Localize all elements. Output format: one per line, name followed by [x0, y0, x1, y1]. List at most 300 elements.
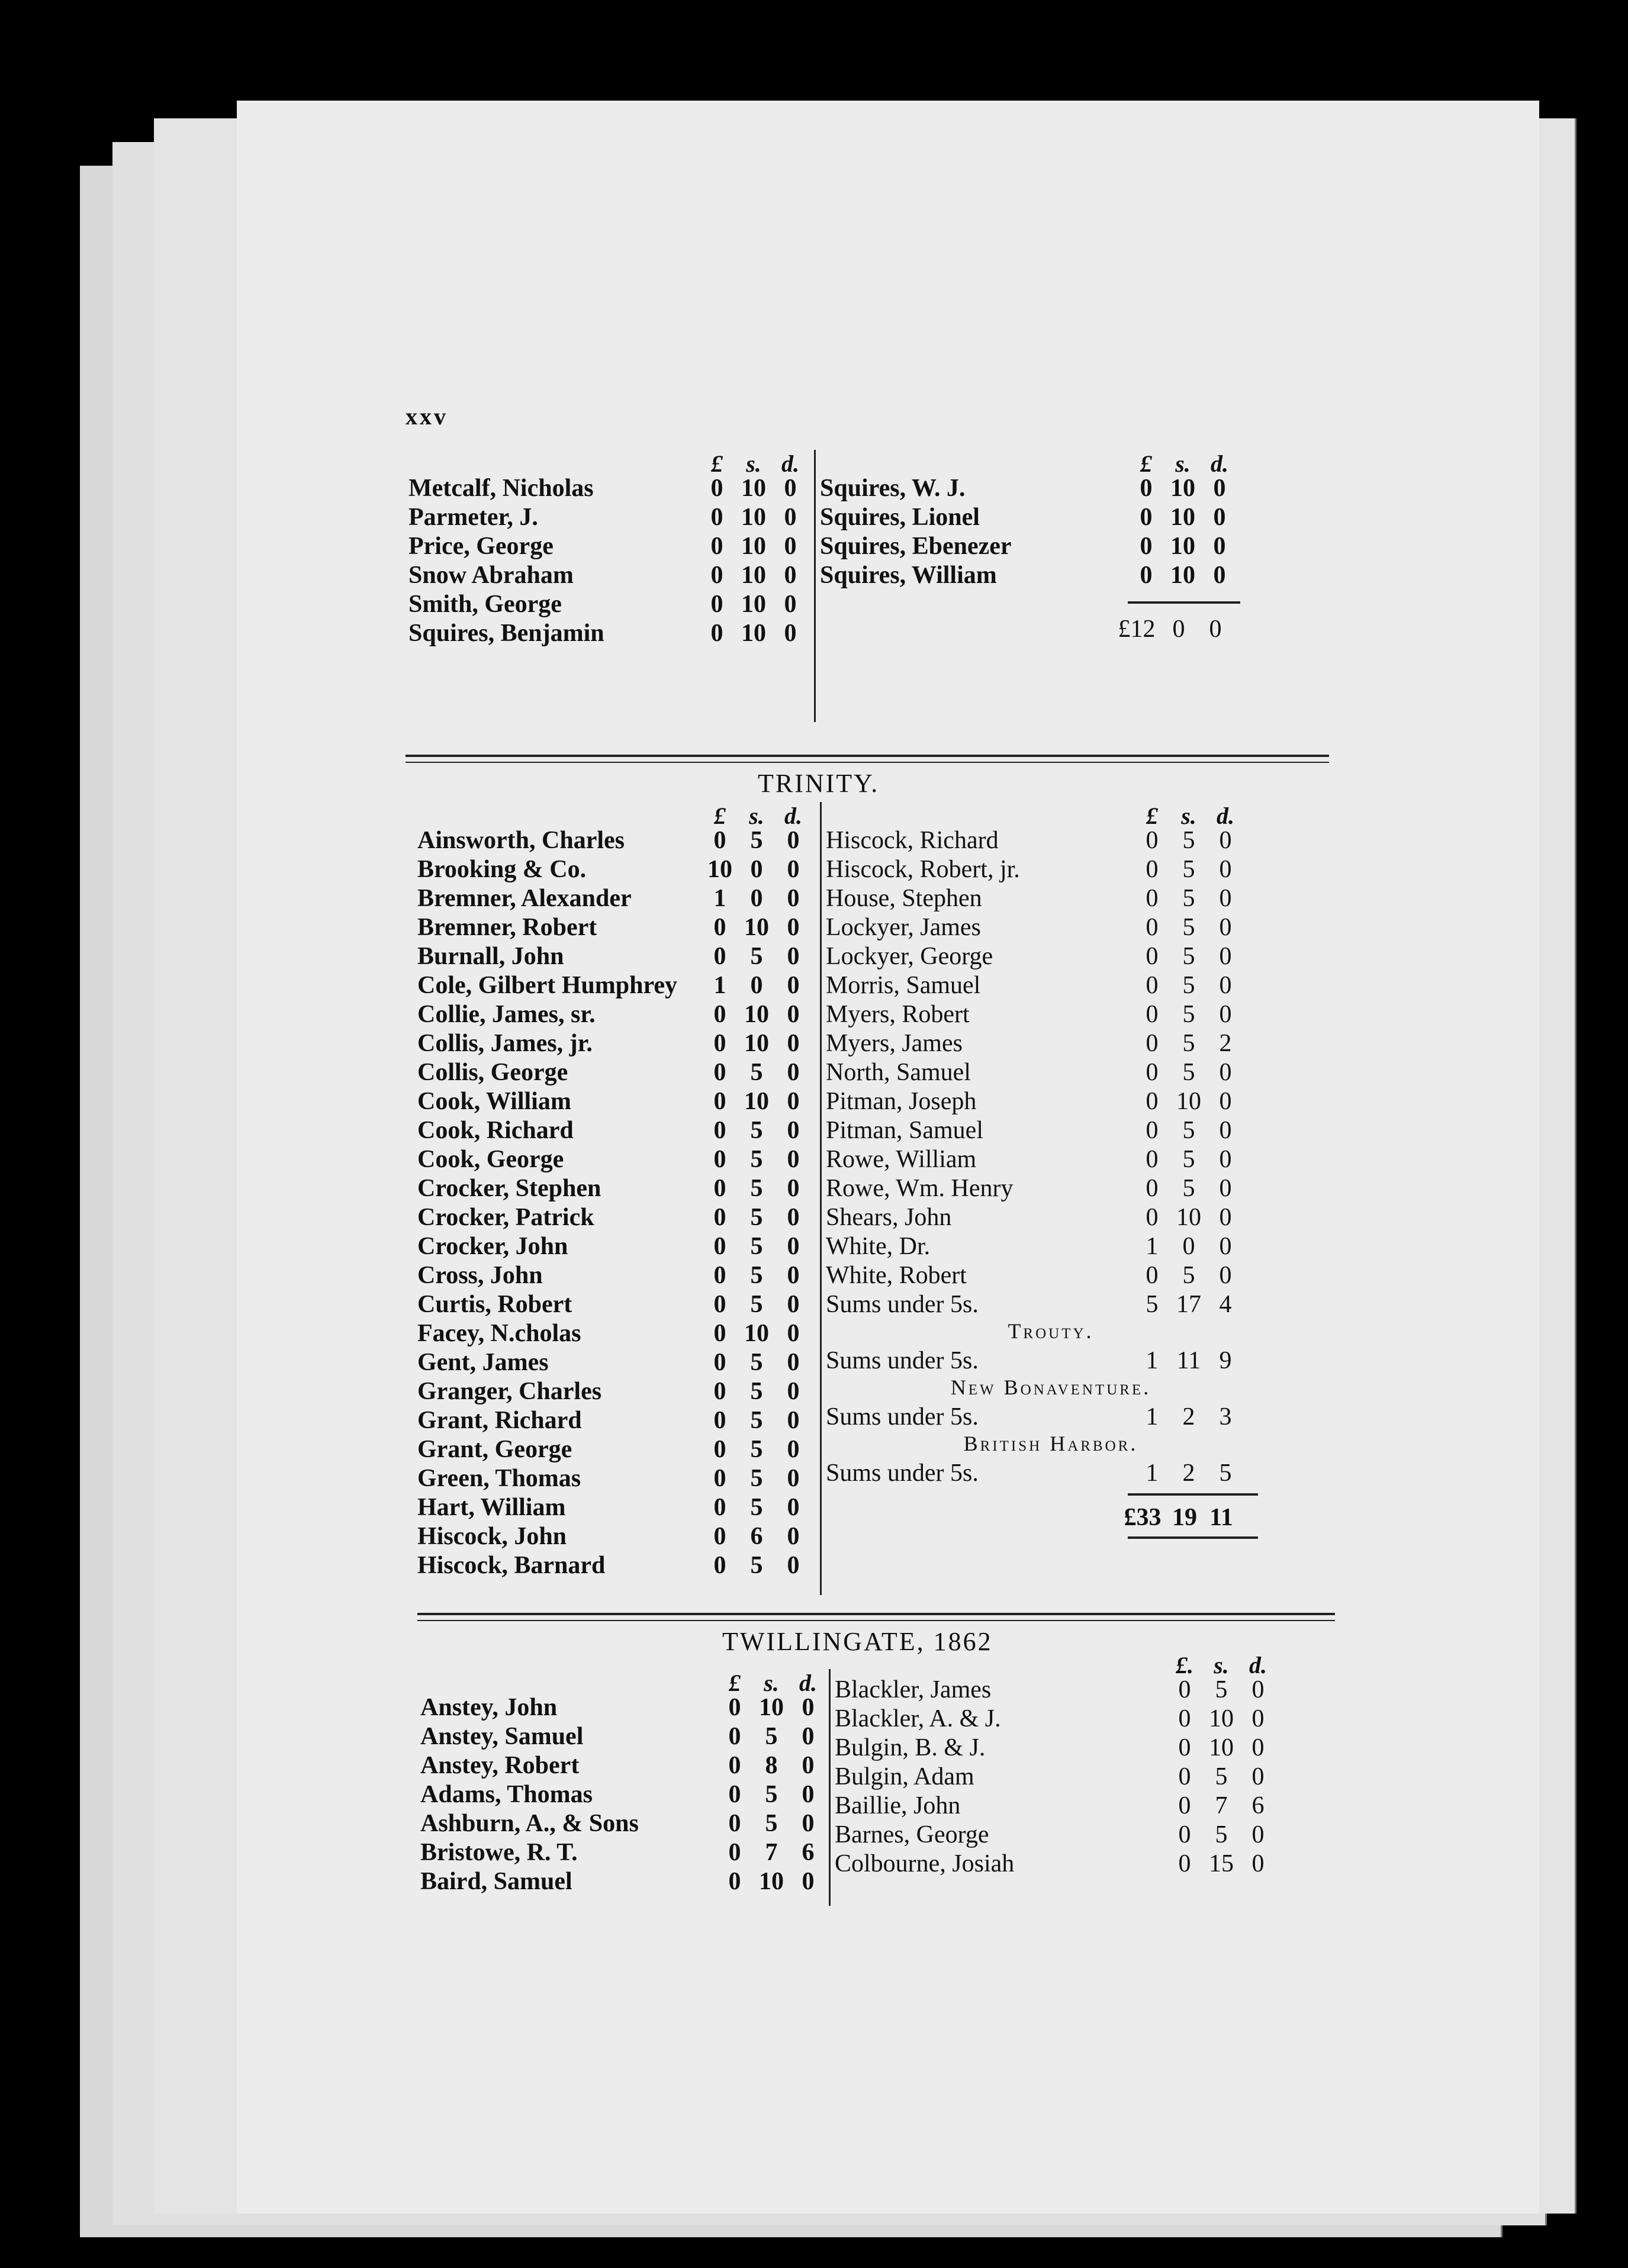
amount-pence: 2 [1219, 1029, 1232, 1057]
amount-pence: 0 [1219, 1232, 1232, 1260]
entry-row [420, 1867, 826, 1896]
amount-pounds: 0 [713, 1058, 726, 1086]
entry-name: House, Stephen [826, 884, 982, 912]
amount-pounds: 0 [1146, 971, 1159, 999]
amount-pence: 3 [1219, 1403, 1232, 1431]
entry-amount [702, 971, 812, 1000]
amount-pence: 0 [784, 619, 797, 647]
entry-amount [716, 1867, 826, 1896]
entry-name: Bristowe, R. T. [420, 1838, 578, 1866]
entry-row [420, 1722, 826, 1751]
amount-pence: 0 [787, 884, 800, 912]
entry-amount [699, 532, 809, 560]
page-number: xxv [406, 403, 448, 430]
entry-amount [716, 1693, 826, 1722]
amount-shillings: 5 [1182, 942, 1195, 970]
amount-pounds: 0 [728, 1722, 741, 1750]
entry-row [420, 1780, 826, 1809]
amount-pence: 0 [1219, 1116, 1232, 1144]
entry-name: Shears, John [826, 1203, 952, 1231]
entry-name: Adams, Thomas [420, 1780, 593, 1808]
amount-pounds: 0 [713, 1174, 726, 1202]
entry-name: Brooking & Co. [417, 855, 587, 883]
amount-shillings: 7 [1215, 1792, 1228, 1819]
amount-shillings: 10 [1170, 532, 1195, 560]
entry-amount [1166, 1734, 1276, 1762]
amount-pence: 0 [1219, 855, 1232, 883]
entry-row [826, 1145, 1276, 1174]
amount-pounds: 0 [713, 1087, 726, 1115]
amount-pence: 0 [1251, 1676, 1265, 1703]
entry-name: Colbourne, Josiah [835, 1850, 1015, 1877]
amount-pounds: 0 [713, 942, 726, 970]
entry-name: Bremner, Robert [417, 913, 597, 941]
amount-pounds: 0 [1146, 1058, 1159, 1086]
amount-pounds: 1 [1146, 1232, 1159, 1260]
entry-row [826, 1029, 1276, 1058]
amount-pence: 0 [787, 1406, 800, 1434]
entry-name: Ashburn, A., & Sons [420, 1809, 639, 1837]
entry-row [420, 1838, 826, 1867]
entry-amount [1166, 1705, 1276, 1733]
amount-shillings: 5 [750, 1406, 763, 1434]
entry-row [826, 1458, 1276, 1487]
entry-row [420, 1809, 826, 1838]
amount-pence: 0 [787, 942, 800, 970]
entry-name: Anstey, John [420, 1693, 558, 1721]
amount-pence: 0 [1219, 1058, 1232, 1086]
entry-row [826, 1058, 1276, 1087]
amount-pounds: 0 [1146, 826, 1159, 854]
amount-shillings: 10 [741, 503, 766, 531]
entry-amount [1134, 826, 1244, 855]
amount-pounds: 10 [707, 855, 732, 883]
amount-pence: 0 [784, 590, 797, 618]
amount-pounds: 0 [713, 826, 726, 854]
amount-pence: 0 [1219, 971, 1232, 999]
entry-amount [1134, 1000, 1244, 1029]
amount-pence: 0 [784, 532, 797, 560]
entry-name: Squires, W. J. [820, 474, 966, 502]
amount-shillings: 5 [750, 1261, 763, 1289]
section2-divider [820, 802, 822, 1595]
entry-row [826, 855, 1276, 884]
amount-shillings: 5 [1182, 884, 1195, 912]
amount-shillings: 5 [750, 1145, 763, 1173]
entry-amount [1166, 1792, 1276, 1820]
entry-amount [1134, 1203, 1244, 1232]
entry-amount [702, 1435, 812, 1464]
amount-pounds: 0 [713, 913, 726, 941]
amount-pence: 0 [1219, 826, 1232, 854]
amount-pounds: 1 [1146, 1403, 1159, 1431]
amount-shillings: 5 [750, 1174, 763, 1202]
section-title-trinity: TRINITY. [758, 769, 880, 798]
amount-pence: 0 [787, 1058, 800, 1086]
entry-row [417, 884, 812, 913]
document-page [237, 101, 1539, 2214]
amount-pence: 0 [787, 1000, 800, 1028]
entry-name: White, Dr. [826, 1232, 931, 1260]
entry-name: North, Samuel [826, 1058, 971, 1086]
amount-pounds: 0 [1146, 884, 1159, 912]
amount-pence: 0 [1219, 1000, 1232, 1028]
entry-row [826, 913, 1276, 942]
entry-amount [702, 1493, 812, 1522]
amount-pence: 0 [1251, 1763, 1265, 1790]
amount-pounds: 0 [1140, 561, 1153, 589]
entry-name: Rowe, Wm. Henry [826, 1174, 1014, 1202]
amount-pounds: 0 [728, 1751, 741, 1779]
entry-amount [702, 1261, 812, 1290]
entry-amount [716, 1780, 826, 1809]
amount-pence: 0 [787, 1551, 800, 1579]
entry-amount [699, 561, 809, 589]
amount-pounds: 0 [713, 1000, 726, 1028]
amount-shillings: 5 [765, 1722, 778, 1750]
amount-pence: 5 [1219, 1459, 1232, 1487]
amount-shillings: 10 [759, 1693, 784, 1721]
entry-amount [702, 1319, 812, 1348]
entry-name: Parmeter, J. [408, 503, 538, 531]
amount-shillings: 10 [1209, 1734, 1234, 1761]
entry-row [826, 1000, 1276, 1029]
amount-pounds: 5 [1146, 1290, 1159, 1318]
amount-pounds: 0 [713, 1551, 726, 1579]
amount-pence: 0 [787, 1232, 800, 1260]
entry-name: Myers, James [826, 1029, 963, 1057]
entry-name: Squires, Benjamin [408, 619, 604, 647]
amount-pence: 0 [1219, 1087, 1232, 1115]
entry-amount [702, 913, 812, 942]
entry-amount [1134, 1232, 1244, 1261]
entry-row [826, 1346, 1276, 1375]
amount-pence: 0 [787, 1290, 800, 1318]
entry-row [417, 855, 812, 884]
amount-shillings: 5 [765, 1780, 778, 1808]
entry-row [826, 884, 1276, 913]
amount-shillings: 6 [750, 1522, 763, 1550]
entry-row [417, 971, 812, 1000]
entry-amount [702, 1377, 812, 1406]
entry-name: Facey, N.cholas [417, 1319, 581, 1347]
entry-row [820, 502, 1238, 531]
entry-row [417, 913, 812, 942]
amount-shillings: 10 [1170, 474, 1195, 502]
currency-header: £ s. d. [729, 1670, 817, 1696]
entry-row [420, 1693, 826, 1722]
amount-shillings: 10 [744, 913, 769, 941]
entry-amount [1128, 503, 1238, 531]
entry-name: Cook, Richard [417, 1116, 574, 1144]
amount-pounds: 0 [713, 1377, 726, 1405]
entry-row [408, 473, 809, 502]
entry-name: Crocker, Stephen [417, 1174, 601, 1202]
entry-amount [1166, 1850, 1276, 1878]
amount-shillings: 5 [1215, 1763, 1228, 1790]
entry-row [826, 1087, 1276, 1116]
amount-shillings: 11 [1176, 1346, 1201, 1374]
amount-shillings: 10 [741, 532, 766, 560]
amount-pence: 0 [1213, 532, 1226, 560]
amount-pounds: 0 [710, 503, 723, 531]
entry-amount [699, 590, 809, 618]
entry-name: Crocker, Patrick [417, 1203, 594, 1231]
amount-pence: 0 [787, 1174, 800, 1202]
currency-header: £ s. d. [714, 803, 802, 829]
entry-row [826, 1203, 1276, 1232]
amount-pence: 0 [802, 1751, 815, 1779]
entry-amount [716, 1809, 826, 1838]
entry-name: Morris, Samuel [826, 971, 981, 999]
total-rule [1128, 601, 1240, 604]
entry-amount [702, 1464, 812, 1493]
section3-divider [829, 1669, 831, 1906]
entry-amount [1134, 1290, 1244, 1319]
amount-pence: 0 [1219, 884, 1232, 912]
entry-row [417, 1551, 812, 1580]
amount-pence: 0 [787, 1493, 800, 1521]
entry-row [835, 1675, 1276, 1704]
amount-pounds: 0 [728, 1867, 741, 1895]
amount-pounds: 0 [1140, 532, 1153, 560]
entry-name: Burnall, John [417, 942, 564, 970]
entry-row [820, 473, 1238, 502]
amount-pounds: 0 [713, 1435, 726, 1463]
amount-pounds: 0 [1146, 855, 1159, 883]
amount-pounds: 0 [713, 1203, 726, 1231]
entry-row [417, 1029, 812, 1058]
entry-row [826, 1232, 1276, 1261]
entry-amount [1128, 561, 1238, 589]
amount-pence: 0 [802, 1722, 815, 1750]
amount-shillings: 5 [1215, 1676, 1228, 1703]
amount-shillings: 5 [750, 1551, 763, 1579]
section-separator [406, 762, 1329, 763]
entry-amount [1134, 1403, 1244, 1431]
amount-pounds: 0 [713, 1116, 726, 1144]
section-separator [406, 755, 1329, 757]
amount-shillings: 5 [750, 1203, 763, 1231]
amount-pounds: 0 [728, 1780, 741, 1808]
entry-amount [702, 884, 812, 913]
amount-pence: 0 [1219, 1203, 1232, 1231]
amount-pence: 0 [1251, 1850, 1265, 1877]
amount-pence: 0 [787, 1435, 800, 1463]
amount-pence: 4 [1219, 1290, 1232, 1318]
entry-row [408, 531, 809, 560]
entry-row [417, 1522, 812, 1551]
amount-pounds: 0 [710, 561, 723, 589]
amount-pence: 0 [787, 913, 800, 941]
entry-amount [699, 474, 809, 502]
entry-name: Bulgin, Adam [835, 1763, 974, 1790]
entry-name: Curtis, Robert [417, 1290, 572, 1318]
amount-pence: 0 [787, 1087, 800, 1115]
entry-amount [1128, 532, 1238, 560]
amount-shillings: 5 [750, 1116, 763, 1144]
entry-row [417, 1406, 812, 1435]
section-separator [417, 1620, 1335, 1621]
amount-pence: 0 [787, 1377, 800, 1405]
entry-row [417, 1261, 812, 1290]
amount-shillings: 5 [750, 1435, 763, 1463]
amount-shillings: 5 [750, 942, 763, 970]
entry-row [835, 1820, 1276, 1849]
entry-row [820, 560, 1238, 589]
amount-pounds: 0 [1178, 1705, 1191, 1732]
currency-header: £ s. d. [1140, 450, 1228, 477]
amount-shillings: 5 [1182, 1058, 1195, 1086]
amount-shillings: 10 [741, 561, 766, 589]
currency-header: £ s. d. [1146, 803, 1234, 829]
entry-amount [702, 1029, 812, 1058]
entry-amount [1134, 942, 1244, 971]
amount-shillings: 5 [1182, 971, 1195, 999]
entry-row [417, 1087, 812, 1116]
entry-row [417, 1058, 812, 1087]
entry-amount [1134, 1058, 1244, 1087]
entry-name: Lockyer, James [826, 913, 981, 941]
amount-pounds: 0 [1178, 1734, 1191, 1761]
section2-right-column [826, 802, 1276, 1539]
entry-name: Squires, Ebenezer [820, 532, 1012, 560]
entry-amount [702, 942, 812, 971]
entry-name: Blackler, James [835, 1676, 992, 1703]
amount-pence: 0 [802, 1809, 815, 1837]
entry-amount [1134, 913, 1244, 942]
entry-amount [702, 855, 812, 884]
section-separator [417, 1613, 1335, 1615]
amount-shillings: 5 [750, 1493, 763, 1521]
amount-pence: 0 [1213, 474, 1226, 502]
amount-shillings: 10 [744, 1000, 769, 1028]
amount-pounds: 0 [728, 1693, 741, 1721]
amount-shillings: 10 [744, 1319, 769, 1347]
amount-pence: 0 [802, 1867, 815, 1895]
amount-pounds: 0 [1140, 474, 1153, 502]
amount-shillings: 10 [741, 474, 766, 502]
entry-name: Grant, George [417, 1435, 572, 1463]
entry-name: Crocker, John [417, 1232, 568, 1260]
entry-row [408, 560, 809, 589]
amount-pence: 6 [1251, 1792, 1265, 1819]
section-title-twillingate: TWILLINGATE, 1862 [722, 1627, 993, 1656]
amount-shillings: 10 [1176, 1203, 1201, 1231]
section1-left-column [408, 450, 809, 647]
amount-pounds: 0 [1146, 1000, 1159, 1028]
entry-name: Myers, Robert [826, 1000, 970, 1028]
entry-name: Granger, Charles [417, 1377, 602, 1405]
amount-shillings: 5 [1182, 1145, 1195, 1173]
amount-shillings: 5 [1182, 1116, 1195, 1144]
entry-name: Collis, George [417, 1058, 568, 1086]
entry-row [417, 1116, 812, 1145]
amount-shillings: 15 [1209, 1850, 1234, 1877]
amount-shillings: 5 [1182, 1029, 1195, 1057]
entry-name: Lockyer, George [826, 942, 993, 970]
amount-pence: 0 [1219, 942, 1232, 970]
entry-row [835, 1849, 1276, 1878]
entry-amount [702, 1145, 812, 1174]
amount-pounds: 0 [1146, 1145, 1159, 1173]
entry-name: Metcalf, Nicholas [408, 474, 594, 502]
entry-row [417, 1493, 812, 1522]
amount-pence: 0 [1251, 1705, 1265, 1732]
subsection-title: Trouty. [1008, 1319, 1094, 1343]
amount-pence: 0 [787, 1319, 800, 1347]
entry-amount [1134, 1087, 1244, 1116]
entry-amount [702, 1348, 812, 1377]
entry-row [826, 1402, 1276, 1431]
amount-shillings: 5 [1215, 1821, 1228, 1848]
amount-shillings: 5 [1182, 1174, 1195, 1202]
amount-pence: 0 [787, 1522, 800, 1550]
amount-pounds: 0 [1178, 1792, 1191, 1819]
amount-pounds: 0 [1146, 1087, 1159, 1115]
amount-shillings: 2 [1182, 1459, 1195, 1487]
amount-shillings: 5 [750, 1058, 763, 1086]
amount-pence: 0 [784, 503, 797, 531]
entry-amount [1166, 1676, 1276, 1704]
amount-pence: 0 [787, 971, 800, 999]
section1-total: £12 0 0 [1118, 615, 1222, 643]
entry-row [417, 1000, 812, 1029]
amount-shillings: 5 [750, 1232, 763, 1260]
amount-shillings: 5 [750, 826, 763, 854]
amount-pence: 0 [1213, 503, 1226, 531]
amount-pence: 0 [1213, 561, 1226, 589]
amount-pence: 0 [787, 1261, 800, 1289]
amount-pounds: 0 [728, 1809, 741, 1837]
amount-pounds: 0 [713, 1290, 726, 1318]
entry-name: Cole, Gilbert Humphrey [417, 971, 678, 999]
entry-row [835, 1791, 1276, 1820]
entry-amount [1166, 1821, 1276, 1849]
amount-pounds: 0 [713, 1406, 726, 1434]
entry-row [826, 1174, 1276, 1203]
amount-pence: 0 [787, 1145, 800, 1173]
amount-pence: 0 [787, 1464, 800, 1492]
entry-name: Collie, James, sr. [417, 1000, 596, 1028]
total-rule [1128, 1493, 1258, 1496]
entry-name: Baillie, John [835, 1792, 961, 1819]
entry-name: Cook, William [417, 1087, 571, 1115]
subsection-title: British Harbor. [963, 1432, 1138, 1455]
entry-name: Squires, Lionel [820, 503, 980, 531]
amount-shillings: 0 [750, 855, 763, 883]
amount-pence: 0 [784, 474, 797, 502]
entry-name: Gent, James [417, 1348, 549, 1376]
entry-row [417, 1319, 812, 1348]
entry-row [417, 1174, 812, 1203]
entry-amount [699, 503, 809, 531]
entry-row [408, 589, 809, 618]
amount-pence: 0 [784, 561, 797, 589]
amount-pence: 6 [802, 1838, 815, 1866]
amount-pence: 0 [1251, 1821, 1265, 1848]
entry-row [417, 1377, 812, 1406]
entry-name: Barnes, George [835, 1821, 989, 1848]
amount-pounds: 0 [710, 619, 723, 647]
entry-name: Bremner, Alexander [417, 884, 632, 912]
section2-left-column [417, 802, 812, 1580]
entry-amount [702, 1551, 812, 1580]
entry-row [417, 1290, 812, 1319]
amount-pounds: 0 [728, 1838, 741, 1866]
entry-amount [1134, 855, 1244, 884]
entry-amount [702, 1290, 812, 1319]
